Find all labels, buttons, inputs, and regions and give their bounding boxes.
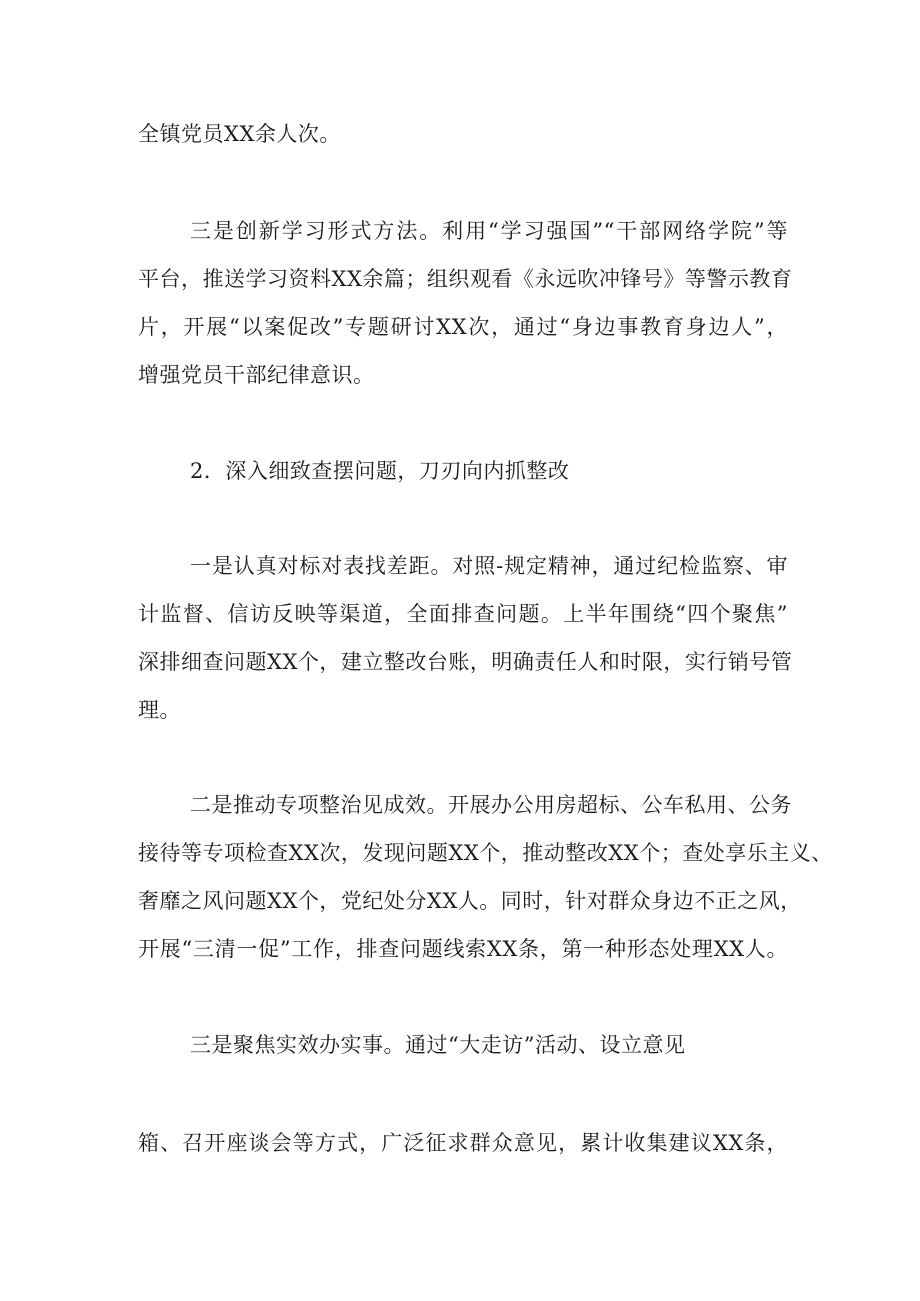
paragraph-line: 计监督、信访反映等渠道，全面排查问题。上半年围绕“四个聚焦” (138, 602, 788, 626)
paragraph-line: 全镇党员XX余人次。 (138, 122, 341, 146)
section-heading: 2．深入细致查摆问题，刀刃向内抓整改 (190, 459, 570, 483)
paragraph-line: 增强党员干部纪律意识。 (138, 363, 375, 387)
paragraph-line: 三是创新学习形式方法。利用“学习强国”“干部网络学院”等 (190, 219, 788, 243)
paragraph-line: 二是推动专项整治见成效。开展办公用房超标、公车私用、公务 (190, 793, 792, 817)
paragraph-line: 开展“三清一促”工作，排查问题线索XX条，第一种形态处理XX人。 (138, 937, 788, 961)
paragraph-line: 片，开展“以案促改”专题研讨XX次，通过“身边事教育身边人”， (138, 315, 788, 339)
paragraph-line: 三是聚焦实效办实事。通过“大走访”活动、设立意见 (190, 1033, 686, 1057)
paragraph-line: 一是认真对标对表找差距。对照-规定精神，通过纪检监察、审 (190, 554, 788, 578)
paragraph-line: 深排细查问题XX个，建立整改台账，明确责任人和时限，实行销号管 (138, 650, 793, 674)
paragraph-line: 箱、召开座谈会等方式，广泛征求群众意见，累计收集建议XX条， (138, 1131, 788, 1155)
paragraph-line: 接待等专项检查XX次，发现问题XX个，推动整改XX个；查处享乐主义、 (138, 841, 833, 865)
paragraph-line: 奢靡之风问题XX个，党纪处分XX人。同时，针对群众身边不正之风， (138, 889, 802, 913)
paragraph-line: 理。 (138, 698, 181, 722)
paragraph-line: 平台，推送学习资料XX余篇；组织观看《永远吹冲锋号》等警示教育 (138, 267, 793, 291)
